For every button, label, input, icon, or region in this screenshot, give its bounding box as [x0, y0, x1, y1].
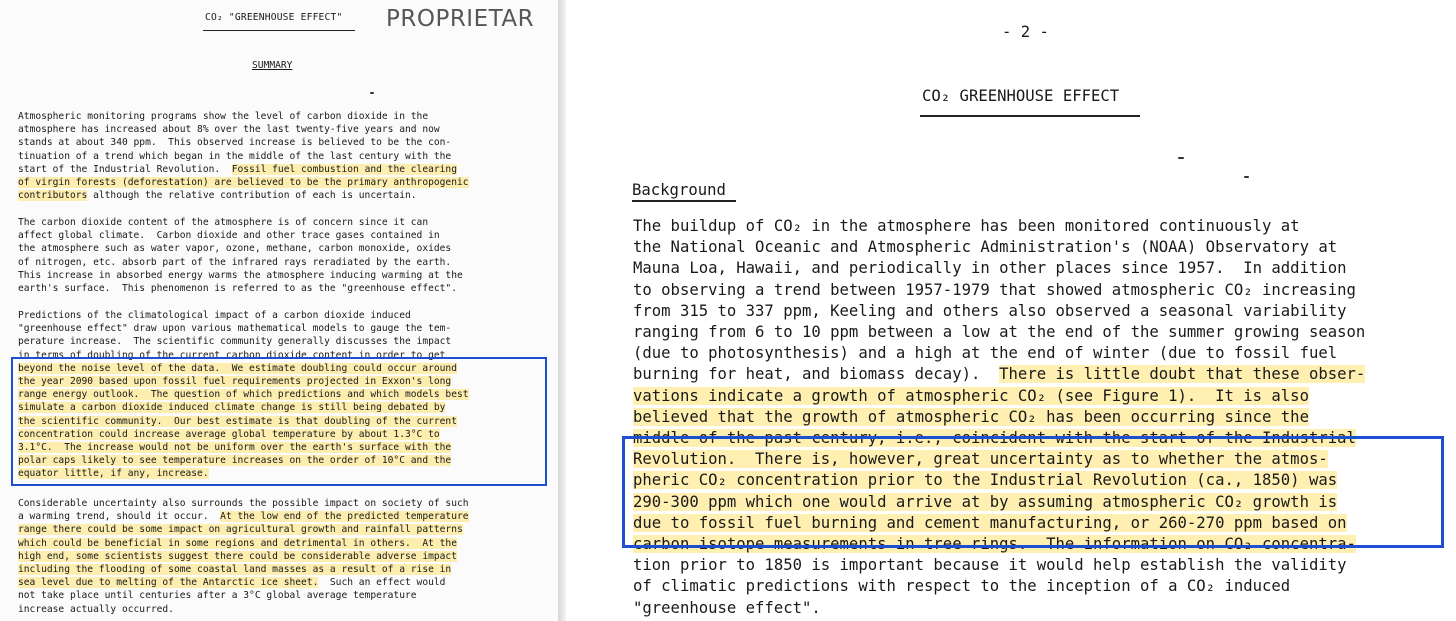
highlighted-text: beyond the noise level of the data. We estimate doubling could occur around the year 2090 based upon fossil fuel requirements projected in Exxon's long range energy outlook. The question of which predictions and which models best simulate a carbon dioxide induced climate change is still being debated by the scientific community. Our best estimate is that doubling of the current concentration could increase average global temperature by about 1.3°C to 3.1°C. The increase would not be uniform over the earth's surface with the polar caps likely to see temperature increases on the order of 10°C and the equator little, if any, increase. — [18, 362, 469, 480]
body-text: Atmospheric monitoring programs show the level of carbon dioxide in the atmosphere has increased about 8% over the last twenty-five years and now stands at about 340 ppm. This observed increase is believed to be the con- tinuation of a trend which began in the middle of the last century with the start of the Industrial Revolution. — [18, 111, 452, 175]
summary-paragraph-4 — [18, 497, 548, 616]
left-title-underline — [203, 30, 355, 31]
summary-heading: SUMMARY — [252, 60, 293, 71]
highlighted-text: At the low end of the predicted temperature range there could be some impact on agricultural growth and rainfall patterns which could be beneficial in some regions and detrimental in others. At the high end, some scientists suggest there could be considerable adverse impact including the flooding of some coastal land masses as a result of a rise in sea level due to melting of the Antarctic ice sheet. — [18, 511, 469, 589]
left-annotation-box — [11, 357, 547, 486]
body-text: Considerable uncertainty also surrounds the possible impact on society of such a warming trend, should it occur. — [18, 498, 469, 523]
left-document-page — [0, 0, 558, 621]
body-text: although the relative contribution of each is uncertain. — [87, 190, 417, 202]
page-number: - 2 - — [1002, 23, 1049, 41]
background-paragraph — [633, 216, 1453, 619]
proprietary-stamp: PROPRIETAR — [386, 6, 535, 32]
scan-speck — [370, 92, 374, 94]
body-text: tion prior to 1850 is important because it would help establish the validity of climatic predictions with respect to the inception of a CO₂ induced "greenhouse effect". — [633, 556, 1347, 617]
summary-paragraph-2 — [18, 216, 548, 295]
highlighted-text: Fossil fuel combustion and the clearing of virgin forests (deforestation) are believed to be the primary anthropogenic contributors — [18, 163, 469, 202]
scan-speck — [1244, 176, 1249, 178]
summary-paragraph-1 — [18, 110, 548, 202]
right-page-title: CO₂ GREENHOUSE EFFECT — [922, 87, 1120, 105]
highlighted-text: There is little doubt that these obser- vations indicate a growth of atmospheric CO₂ (see Figure 1). It is also believed that the growth of atmospheric CO₂ has been occurring since the middle of the past century, i.e., coincident with the start of the Industrial Revolution. There is, however, great uncertainty as to whether the atmos- pheric CO₂ concentration prior to the Industrial Revolution (ca., 1850) was 290-300 ppm which one would arrive at by assuming atmospheric CO₂ growth is due to fossil fuel burning and cement manufacturing, or 260-270 ppm based on carbon isotope measurements in tree rings. The information on CO₂ concentra- — [633, 365, 1366, 554]
body-text: The buildup of CO₂ in the atmosphere has been monitored continuously at the National Oceanic and Atmospheric Administration's (NOAA) Observatory at Mauna Loa, Hawaii, and periodically in other places since 1957. In addition to observing a trend between 1957-1979 that showed atmospheric CO₂ increasing from 315 to 337 ppm, Keeling and others also observed a seasonal variability ranging from 6 to 10 ppm between a low at the end of the summer growing season (due to photosynthesis) and a high at the end of winter (due to fossil fuel burning for heat, and biomass decay). — [633, 217, 1366, 384]
scan-speck — [1178, 157, 1184, 159]
background-heading-underline — [632, 200, 736, 202]
body-text: The carbon dioxide content of the atmosphere is of concern since it can affect global climate. Carbon dioxide and other trace gases contained in the atmosphere such as water vapor, ozone, methane, carbon monoxide, oxides of nitrogen, etc. absorb part of the infrared rays reradiated by the earth. This increase in absorbed energy warms the atmosphere inducing warming at the earth's surface. This phenomenon is referred to as the "greenhouse effect". — [18, 217, 463, 295]
background-heading: Background — [632, 181, 726, 199]
body-text: Predictions of the climatological impact of a carbon dioxide induced "greenhouse effect" draw upon various mathematical models to gauge the tem- perature increase. The scientific community generally discusses the impact in terms of doubling of the current carbon dioxide content in order to get — [18, 310, 452, 361]
right-annotation-box — [622, 436, 1444, 548]
page-gutter — [558, 0, 566, 621]
right-title-underline — [920, 115, 1140, 117]
left-page-title: CO₂ "GREENHOUSE EFFECT" — [205, 12, 343, 23]
body-text: Such an effect would not take place until centuries after a 3°C global average temperature increase actually occurred. — [18, 577, 446, 615]
right-document-page — [566, 0, 1456, 621]
